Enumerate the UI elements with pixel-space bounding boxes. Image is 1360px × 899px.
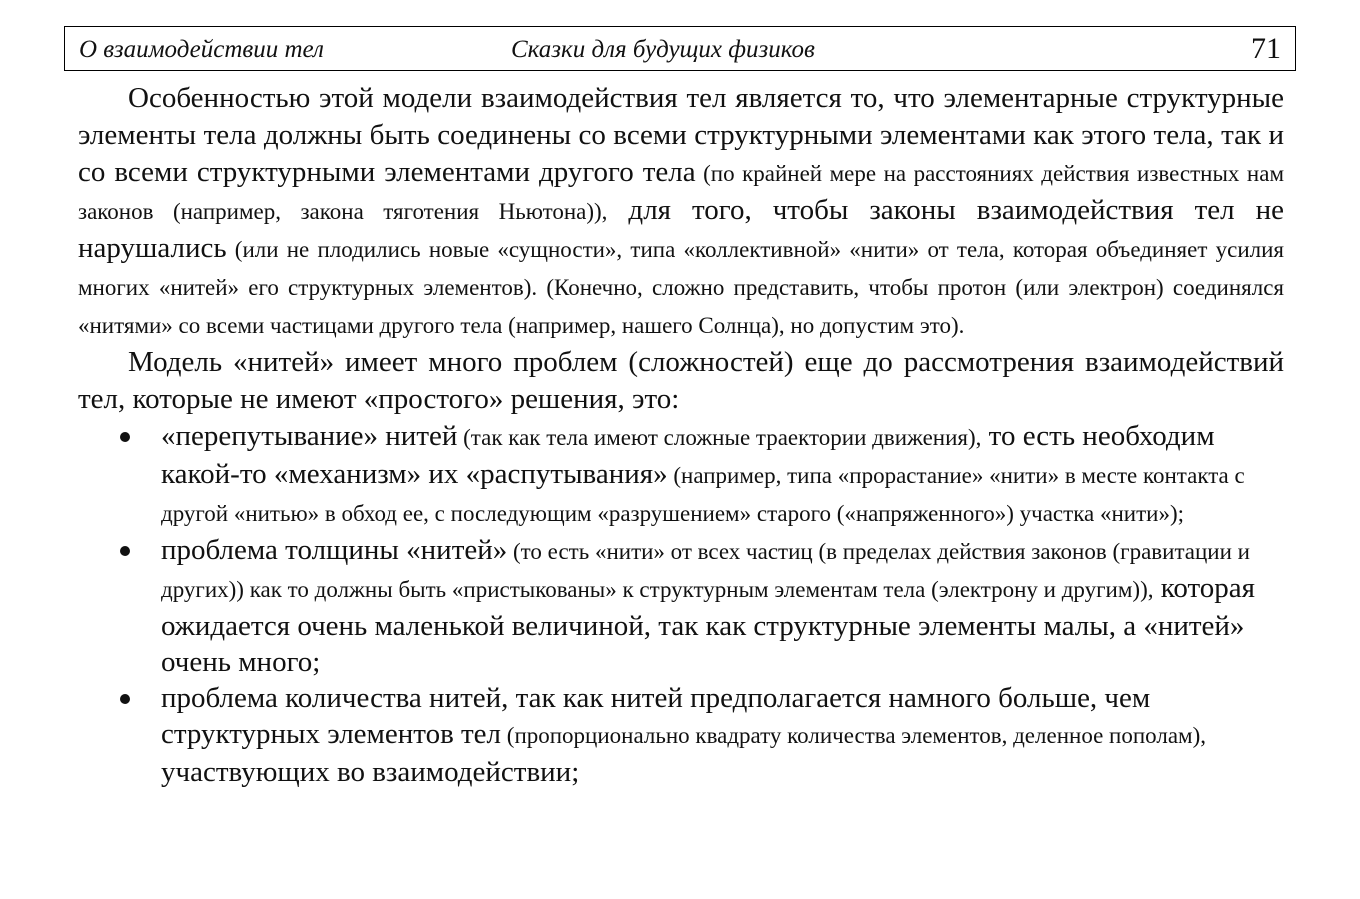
bullet-icon [120, 432, 130, 442]
header-section-title: О взаимодействии тел [79, 36, 324, 63]
list-item-aside: (так как тела имеют сложные траектории движения), [457, 425, 982, 450]
problem-list [78, 418, 1284, 790]
paragraph-1-text-b: для того, чтобы законы взаимодействия тел не нарушались [78, 194, 1284, 264]
list-item-aside: (например, типа «прорастание» «нити» в месте контакта с другой «нитью» в обход ее, с последующим «разрушением» старого («напряженного») участка «нити»); [161, 463, 1245, 526]
list-item [78, 418, 1284, 532]
list-item-text: участвующих во взаимодействии; [161, 756, 580, 788]
list-item-text: то есть необходим какой-то «механизм» их «распутывания» [161, 420, 1215, 490]
list-item [78, 532, 1284, 680]
list-item-text: проблема толщины «нитей» [161, 534, 508, 566]
page-header [64, 26, 1296, 71]
bullet-icon [120, 694, 130, 704]
header-book-title: Сказки для будущих физиков [511, 36, 815, 63]
paragraph-1 [78, 80, 1284, 344]
paragraph-2 [78, 344, 1284, 418]
list-item [78, 680, 1284, 790]
list-item-aside: (пропорционально квадрату количества элементов, деленное пополам), [501, 723, 1207, 748]
page-body [78, 80, 1284, 790]
page-number: 71 [1251, 32, 1281, 65]
paragraph-2-text: Модель «нитей» имеет много проблем (сложностей) еще до рассмотрения взаимодействий тел, которые не имеют «простого» решения, это: [78, 346, 1284, 415]
list-item-aside: (то есть «нити» от всех частиц (в пределах действия законов (гравитации и других)) как то должны быть «пристыкованы» к структурным элементам тела (электрону и другим)), [161, 539, 1250, 602]
list-item-text: которая ожидается очень маленькой величиной, так как структурные элементы малы, а «нитей» очень много; [161, 572, 1255, 678]
paragraph-1-aside-a: (по крайней мере на расстояниях действия известных нам законов (например, закона тяготения Ньютона)), [78, 161, 1285, 224]
paragraph-1-aside-b: (или не плодились новые «сущности», типа «коллективной» «нити» от тела, которая объединяет усилия многих «нитей» его структурных элементов). (Конечно, сложно представить, чтобы протон (или электрон) соединялся «нитями» со всеми частицами другого тела (например, нашего Солнца), но допустим это). [78, 237, 1284, 338]
paragraph-1-text-a: Особенностью этой модели взаимодействия тел является то, что элементарные структурные элементы тела должны быть соединены со всеми структурными элементами как этого тела, так и со всеми структурными элементами другого тела [78, 82, 1284, 188]
list-item-text: «перепутывание» нитей [161, 420, 458, 452]
bullet-icon [120, 546, 130, 556]
list-item-text: проблема количества нитей, так как нитей предполагается намного больше, чем структурных элементов тел [161, 682, 1151, 750]
